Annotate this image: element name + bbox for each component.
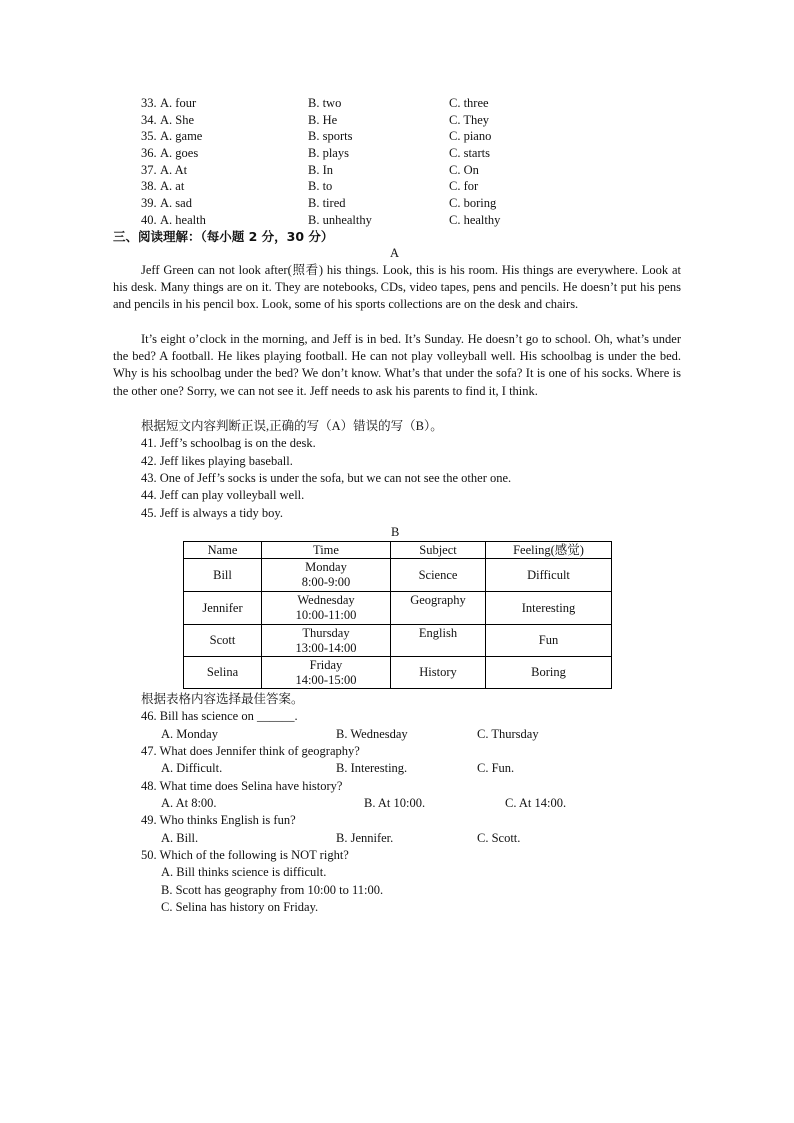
mc-option-row [161, 830, 581, 847]
option-b: B. Jennifer. [336, 831, 394, 845]
option-c: C. starts [449, 146, 490, 160]
time-cell [262, 625, 391, 657]
table-header-row [184, 542, 612, 559]
option-c: C. Fun. [477, 761, 515, 775]
option-b: B. plays [308, 146, 349, 160]
subject-cell: English [391, 625, 486, 657]
time-text: 13:00-14:00 [295, 640, 357, 655]
option-a: A. Monday [161, 727, 218, 741]
passage-a-label: A [390, 246, 400, 260]
option-a: A. Difficult. [161, 761, 223, 775]
question-number: 38. [141, 179, 157, 193]
option-a: A. goes [160, 146, 199, 160]
schedule-table [183, 541, 612, 689]
question-number: 39. [141, 196, 157, 210]
cloze-option-row [141, 162, 541, 179]
header-cell: Time [262, 542, 391, 559]
question-number: 36. [141, 146, 157, 160]
cloze-option-row [141, 128, 541, 145]
passage-a-instruction: 根据短文内容判断正误,正确的写（A）错误的写（B）。 [141, 419, 443, 433]
passage-b-label: B [391, 525, 400, 539]
day-text: Monday [305, 560, 347, 574]
true-false-question: 43. One of Jeff’s socks is under the sofa, but we can not see the other one. [141, 471, 512, 485]
cloze-option-row [141, 145, 541, 162]
question-number: 37. [141, 163, 157, 177]
option-a: A. four [160, 96, 197, 110]
time-cell [262, 657, 391, 689]
section-heading: 三、阅读理解：（每小题 2 分，30 分） [113, 229, 334, 244]
option-b: B. to [308, 179, 333, 193]
name-cell: Selina [184, 657, 262, 689]
mc-question: 49. Who thinks English is fun? [141, 813, 296, 827]
mc-question: 50. Which of the following is NOT right? [141, 848, 349, 862]
mc-option-row [161, 760, 581, 777]
feeling-cell: Fun [486, 625, 612, 657]
day-text: Thursday [302, 625, 350, 640]
option-a: A. at [160, 179, 185, 193]
option-b: B. Wednesday [336, 727, 408, 741]
question-number: 33. [141, 96, 157, 110]
header-cell: Feeling(感觉) [486, 542, 612, 559]
table-row [184, 625, 612, 657]
header-cell: Subject [391, 542, 486, 559]
cloze-option-row [141, 212, 541, 229]
mc-option-row [161, 795, 581, 812]
option-c: C. healthy [449, 213, 501, 227]
option-b: B. tired [308, 196, 346, 210]
table-row [184, 657, 612, 689]
option-c: C. three [449, 96, 489, 110]
time-cell [262, 592, 391, 625]
option-c: C. On [449, 163, 479, 177]
name-cell: Scott [184, 625, 262, 657]
option-a: A. health [160, 213, 206, 227]
option-b: B. sports [308, 129, 353, 143]
option-c: C. At 14:00. [505, 796, 567, 810]
mc-question: 47. What does Jennifer think of geography? [141, 744, 360, 758]
option-a: A. She [160, 113, 195, 127]
option-b: B. two [308, 96, 342, 110]
table-row [184, 559, 612, 592]
header-cell: Name [184, 542, 262, 559]
name-cell: Bill [184, 559, 262, 592]
option-b: B. unhealthy [308, 213, 372, 227]
option-c: C. Scott. [477, 831, 521, 845]
true-false-question: 44. Jeff can play volleyball well. [141, 488, 305, 502]
option-c: C. for [449, 179, 479, 193]
passage-b-instruction: 根据表格内容选择最佳答案。 [141, 692, 304, 706]
option-c: C. Thursday [477, 727, 539, 741]
day-text: Friday [309, 657, 343, 672]
feeling-cell: Boring [486, 657, 612, 689]
option-c: C. piano [449, 129, 492, 143]
time-text: 14:00-15:00 [295, 672, 357, 687]
passage-a-paragraph-1 [113, 262, 681, 314]
cloze-option-row [141, 95, 541, 112]
table-row [184, 592, 612, 625]
time-text: 10:00-11:00 [295, 608, 357, 622]
option-a: A. game [160, 129, 203, 143]
mc-option-row [161, 726, 581, 743]
mc-question: 46. Bill has science on ______. [141, 709, 298, 723]
subject-cell: Science [391, 559, 486, 592]
feeling-cell: Difficult [486, 559, 612, 592]
option-c: C. boring [449, 196, 497, 210]
question-number: 40. [141, 213, 157, 227]
subject-cell: Geography [391, 592, 486, 625]
option-c: C. They [449, 113, 490, 127]
name-cell: Jennifer [184, 592, 262, 625]
time-text: 8:00-9:00 [301, 575, 351, 589]
question-number: 34. [141, 113, 157, 127]
option-b: B. In [308, 163, 333, 177]
mc-question: 48. What time does Selina have history? [141, 779, 343, 793]
option-b: B. Interesting. [336, 761, 408, 775]
subject-cell: History [391, 657, 486, 689]
paragraph-text: Jeff Green can not look after(照看) his things. Look, this is his room. His things are everywhere. Look at his desk. Many things are on it. They are notebooks, CDs, video tapes, pens and pencils. He doesn’t put his pens and pencils in his pencil box. Look, some of his sports collections are on the desk and chairs. [113, 263, 681, 312]
true-false-question: 41. Jeff’s schoolbag is on the desk. [141, 436, 316, 450]
cloze-option-row [141, 195, 541, 212]
time-cell [262, 559, 391, 592]
option-c: C. Selina has history on Friday. [161, 900, 319, 914]
option-a: A. Bill thinks science is difficult. [161, 865, 327, 879]
option-b: B. He [308, 113, 338, 127]
option-a: A. At [160, 163, 188, 177]
cloze-option-row [141, 178, 541, 195]
option-b: B. At 10:00. [364, 796, 426, 810]
option-b: B. Scott has geography from 10:00 to 11:00. [161, 883, 384, 897]
passage-a-paragraph-2 [113, 331, 681, 400]
cloze-option-row [141, 112, 541, 129]
option-a: A. sad [160, 196, 192, 210]
true-false-question: 42. Jeff likes playing baseball. [141, 454, 293, 468]
option-a: A. Bill. [161, 831, 199, 845]
true-false-question: 45. Jeff is always a tidy boy. [141, 506, 283, 520]
paragraph-text: It’s eight o’clock in the morning, and Jeff is in bed. It’s Sunday. He doesn’t go to school. Oh, what’s under the bed? A football. He likes playing football. He can not play volleyball well. His schoolbag is under the bed. Why is his schoolbag under the bed? We don’t know. What’s that under the sofa? It is one of his socks. Where is the other one? Sorry, we can not see it. Jeff needs to ask his parents to find it, I think. [113, 332, 681, 398]
day-text: Wednesday [297, 593, 355, 607]
feeling-cell: Interesting [486, 592, 612, 625]
option-a: A. At 8:00. [161, 796, 217, 810]
question-number: 35. [141, 129, 157, 143]
